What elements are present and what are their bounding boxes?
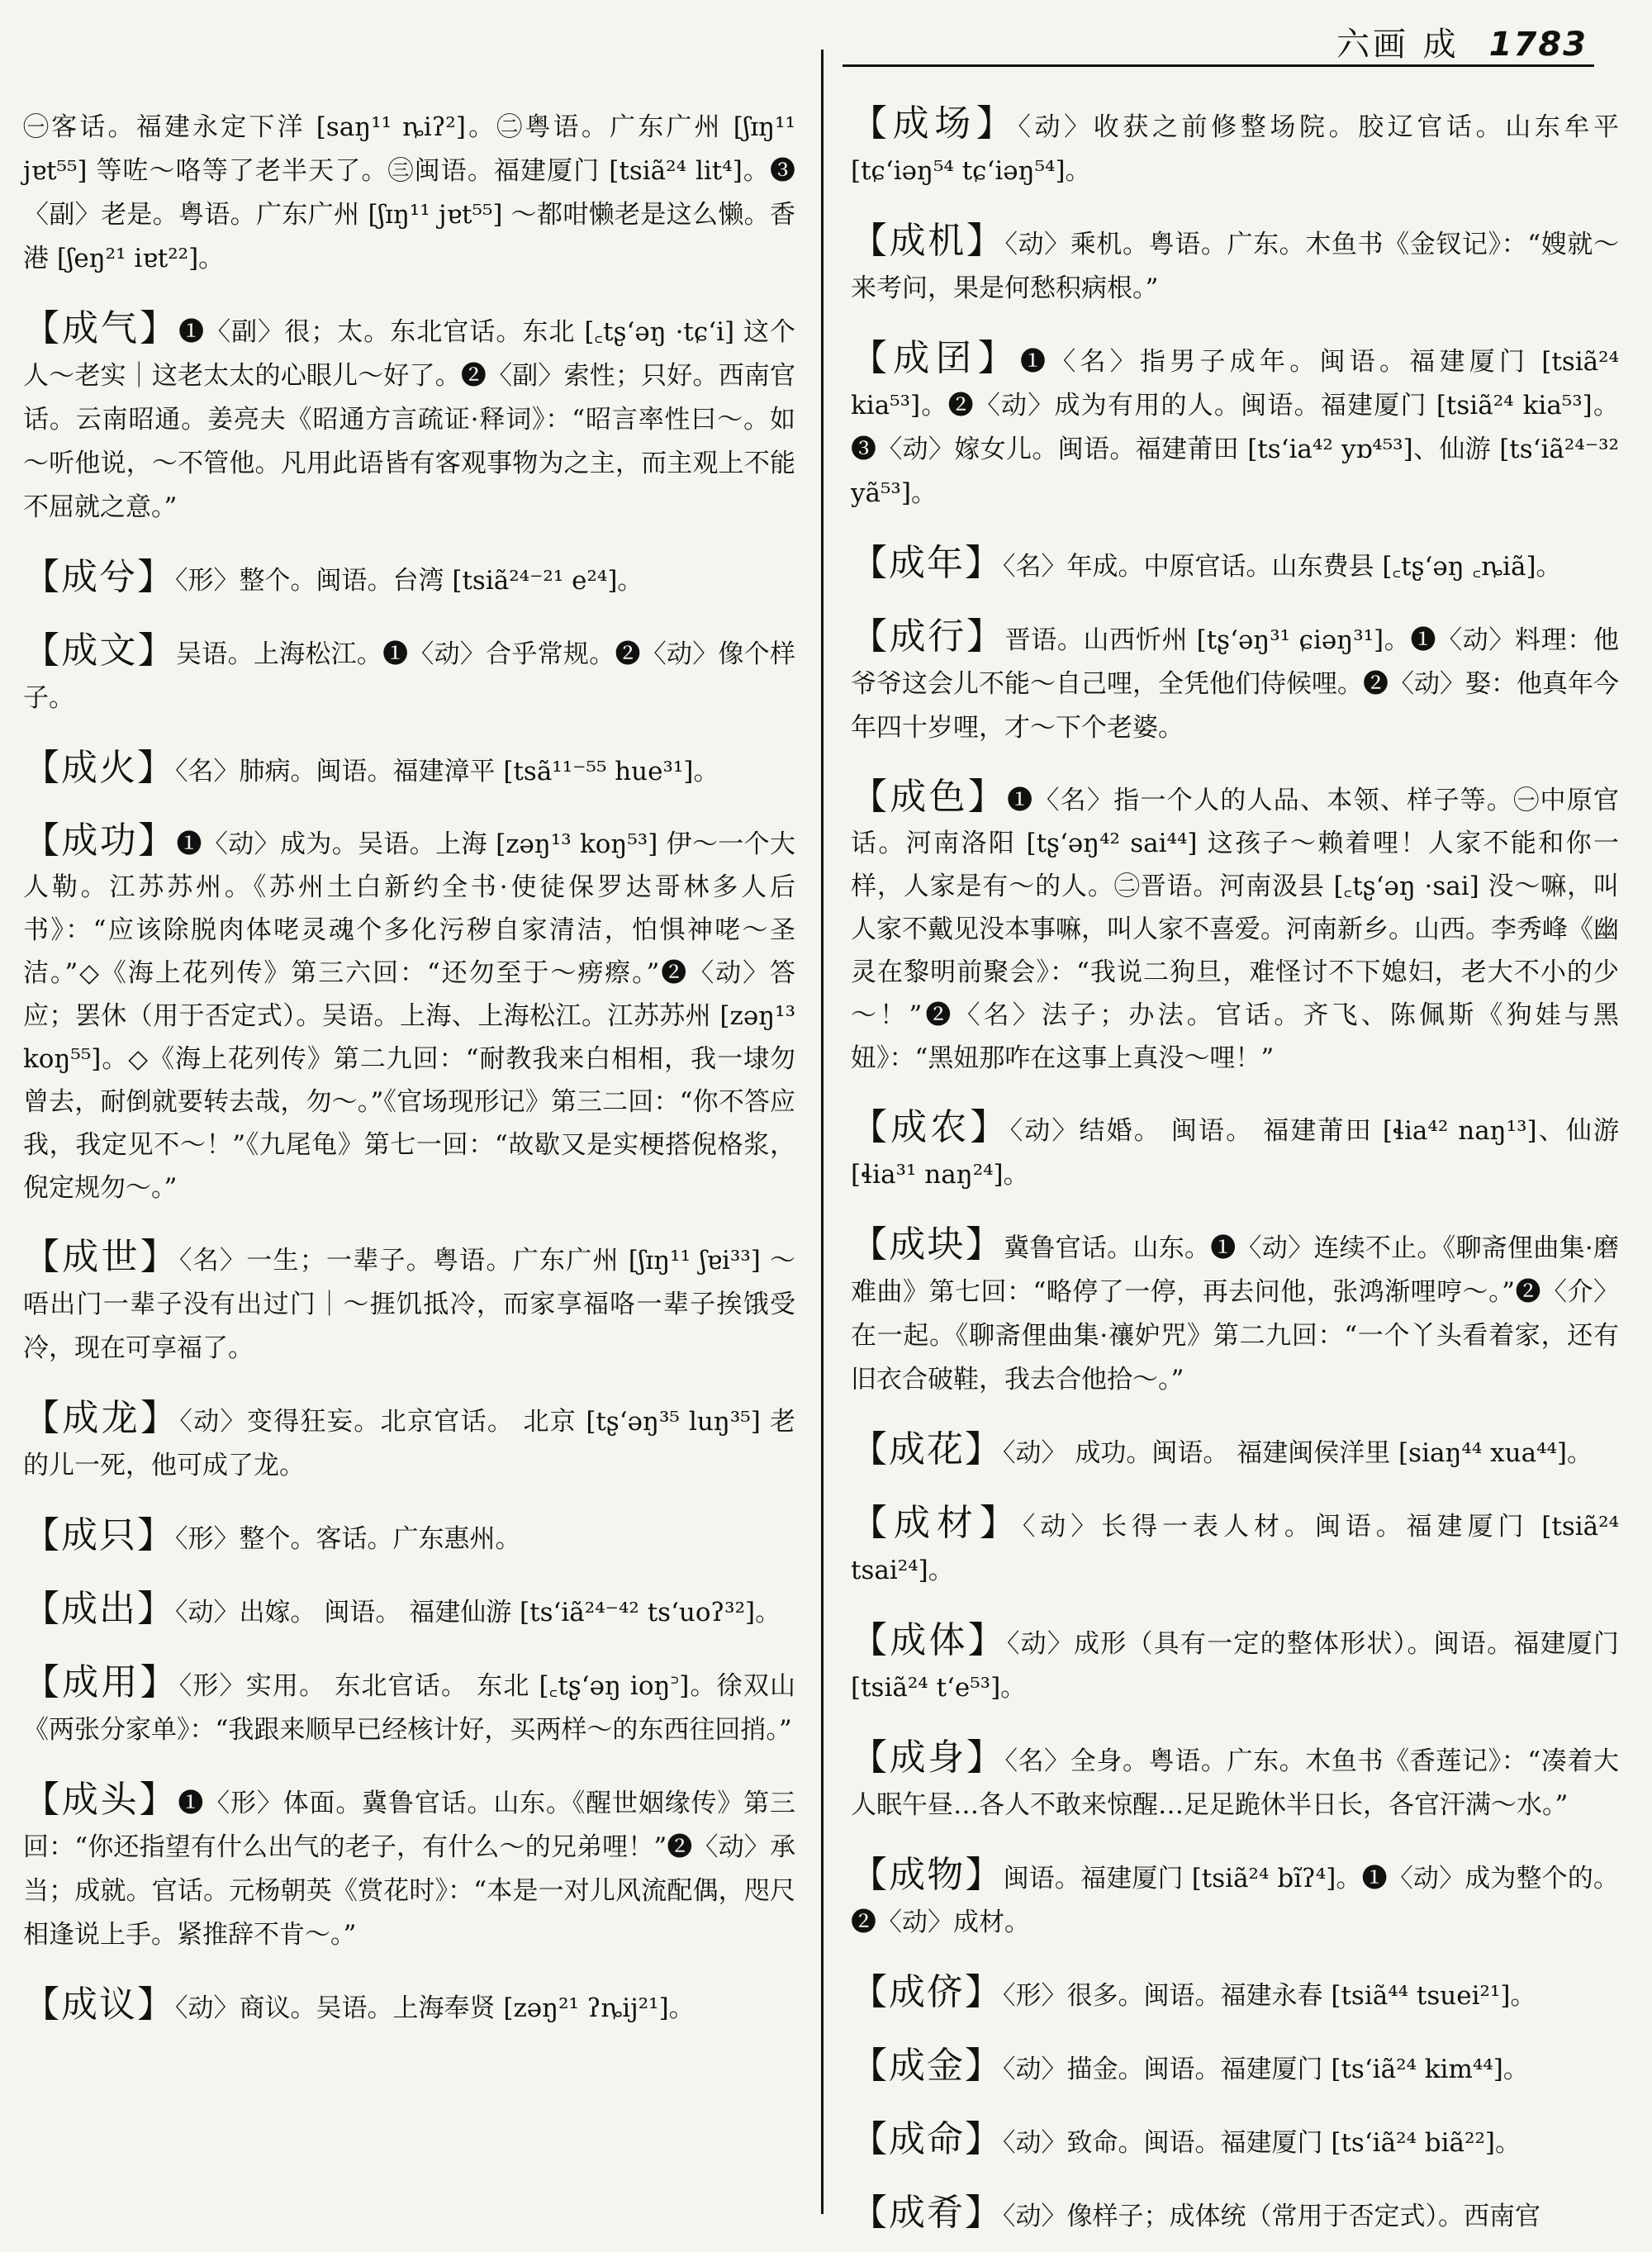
entry-headword: 【成气】 bbox=[23, 307, 179, 349]
dictionary-entry bbox=[851, 2191, 1619, 2239]
entry-headword: 【成花】 bbox=[851, 1428, 1003, 1470]
dictionary-entry bbox=[851, 1501, 1619, 1593]
entry-text: ❶〈名〉指男子成年。闽语。福建厦门 [tsiã²⁴ kia⁵³]。❷〈动〉成为有用的人。闽语。福建厦门 [tsiã²⁴ kia⁵³]。❸〈动〉嫁女儿。闽语。福建莆田 [tsʻia⁴² yɒ⁴⁵³]、仙游 [tsʻiã²⁴⁻³² yã⁵³]。 bbox=[851, 347, 1619, 508]
dictionary-entry bbox=[23, 746, 795, 794]
entry-text: 〈动〉商议。吴语。上海奉贤 [zəŋ²¹ ʔȵij²¹]。 bbox=[175, 1993, 695, 2023]
entry-text: 〈动〉结婚。 闽语。 福建莆田 [ɬia⁴² naŋ¹³]、仙游 [ɬia³¹ naŋ²⁴]。 bbox=[851, 1116, 1620, 1190]
dictionary-entry bbox=[851, 1428, 1619, 1475]
column-divider bbox=[821, 50, 824, 2214]
right-column bbox=[851, 76, 1619, 2252]
dictionary-entry bbox=[851, 541, 1619, 589]
entry-text: 闽语。福建厦门 [tsiã²⁴ bĩʔ⁴]。❶〈动〉成为整个的。❷〈动〉成材。 bbox=[851, 1864, 1620, 1937]
entry-headword: 【成囝】 bbox=[851, 337, 1020, 379]
dictionary-entry bbox=[23, 1587, 795, 1635]
entry-headword: 【成世】 bbox=[23, 1236, 179, 1278]
dictionary-entry bbox=[851, 1970, 1619, 2018]
entry-text: 〈动〉像样子；成体统（常用于否定式）。西南官 bbox=[1003, 2202, 1540, 2231]
entry-text: 吴语。上海松江。❶〈动〉合乎常规。❷〈动〉像个样子。 bbox=[23, 639, 796, 713]
entry-headword: 【成物】 bbox=[851, 1854, 1004, 1896]
entry-headword: 【成金】 bbox=[851, 2045, 1003, 2087]
entry-headword: 【成只】 bbox=[23, 1514, 175, 1556]
entry-headword: 【成身】 bbox=[851, 1737, 1005, 1779]
entry-text: 〈动〉长得一表人材。闽语。福建厦门 [tsiã²⁴ tsai²⁴]。 bbox=[851, 1512, 1619, 1585]
entry-headword: 【成文】 bbox=[23, 630, 177, 672]
entry-headword: 【成行】 bbox=[851, 615, 1005, 658]
dictionary-entry bbox=[23, 1513, 795, 1561]
entry-headword: 【成功】 bbox=[23, 820, 177, 862]
dictionary-entry bbox=[851, 776, 1619, 1080]
entry-text: 〈形〉实用。 东北官话。 东北 [꜀tʂʻəŋ ioŋ꜄]。徐双山《两张分家单》：“我跟来顺早已经核计好，买两样～的东西往回捎。” bbox=[23, 1671, 795, 1745]
entry-headword: 【成出】 bbox=[23, 1588, 175, 1630]
dictionary-entry bbox=[851, 219, 1619, 311]
entry-text: 〈动〉变得狂妄。北京官话。 北京 [tʂʻəŋ³⁵ luŋ³⁵] 老的儿一死，他可成了龙。 bbox=[23, 1407, 795, 1480]
dictionary-entry bbox=[851, 1736, 1619, 1827]
entry-text: ❶〈形〉体面。冀鲁官话。山东。《醒世姻缘传》第三回：“你还指望有什么出气的老子，有什么～的兄弟哩！”❷〈动〉承当；成就。官话。元杨朝英《赏花时》：“本是一对儿风流配偶，咫尺相逢说上手。紧推辞不肯～。” bbox=[23, 1789, 796, 1950]
entry-text: 〈名〉全身。粤语。广东。木鱼书《香莲记》：“凑着大人眠午昼…各人不敢来惊醒…足足跪休半日长，各官汗满～水。” bbox=[851, 1746, 1619, 1820]
dictionary-entry bbox=[851, 615, 1619, 750]
entry-text: 〈形〉整个。闽语。台湾 [tsiã²⁴⁻²¹ e²⁴]。 bbox=[175, 566, 643, 596]
entry-text: 〈动〉成形（具有一定的整体形状）。闽语。福建厦门 [tsiã²⁴ tʻe⁵³]。 bbox=[851, 1629, 1619, 1703]
entry-headword: 【成头】 bbox=[23, 1779, 178, 1821]
entry-text: 〈动〉出嫁。 闽语。 福建仙游 [tsʻiã²⁴⁻⁴² tsʻuoʔ³²]。 bbox=[175, 1598, 781, 1627]
entry-text: 〈动〉致命。闽语。福建厦门 [tsʻiã²⁴ biã²²]。 bbox=[1003, 2128, 1521, 2158]
entry-headword: 【成农】 bbox=[851, 1106, 1010, 1148]
entry-headword: 【成火】 bbox=[23, 747, 175, 789]
entry-headword: 【成块】 bbox=[851, 1223, 1004, 1266]
dictionary-entry bbox=[23, 555, 795, 603]
page-header bbox=[1336, 18, 1588, 65]
dictionary-entry bbox=[23, 1396, 795, 1488]
entry-text: 冀鲁官话。山东。❶〈动〉连续不止。《聊斋俚曲集·磨难曲》第七回：“略停了一停，再去问他，张鸿渐哩哼～。”❷〈介〉在一起。《聊斋俚曲集·禳妒咒》第二九回：“一个丫头看着家，还有旧衣合破鞋，我去合他拾～。” bbox=[851, 1233, 1619, 1394]
entry-headword: 【成体】 bbox=[851, 1619, 1007, 1661]
entry-text: 〈动〉 成功。闽语。 福建闽侯洋里 [siaŋ⁴⁴ xua⁴⁴]。 bbox=[1003, 1438, 1593, 1468]
page-number: 1783 bbox=[1488, 26, 1588, 64]
dictionary-entry bbox=[23, 102, 795, 281]
entry-text: ❶〈动〉成为。吴语。上海 [zəŋ¹³ koŋ⁵³] 伊～一个大人勒。江苏苏州。《苏州土白新约全书·使徒保罗达哥林多人后书》：“应该除脱肉体咾灵魂个多化污秽自家清洁，怕惧神咾～圣洁。”◇《海上花列传》第三六回：“还勿至于～痨瘵。”❷〈动〉答应；罢休（用于否定式）。吴语。上海、上海松江。江苏苏州 [zəŋ¹³ koŋ⁵⁵]。◇《海上花列传》第二九回：“耐教我来白相相，我一埭勿曾去，耐倒就要转去哉，勿～。”《官场现形记》第三二回：“你不答应我，我定见不～！”《九尾龟》第七一回：“故歇又是实梗搭倪格浆，倪定规勿～。” bbox=[23, 829, 796, 1203]
entry-text: 〈名〉年成。中原官话。山东费县 [꜀tʂʻəŋ ꜀ȵiã]。 bbox=[1003, 552, 1562, 582]
dictionary-entry bbox=[851, 2044, 1619, 2092]
entry-text: 〈形〉整个。客话。广东惠州。 bbox=[175, 1524, 521, 1554]
entry-headword: 【成肴】 bbox=[851, 2192, 1003, 2234]
dictionary-entry bbox=[23, 1778, 795, 1957]
dictionary-entry bbox=[851, 1853, 1619, 1945]
left-column bbox=[23, 76, 795, 2044]
section-title: 六画 成 bbox=[1336, 26, 1460, 64]
entry-headword: 【成材】 bbox=[851, 1502, 1023, 1544]
entry-headword: 【成龙】 bbox=[23, 1397, 180, 1439]
dictionary-entry bbox=[23, 1660, 795, 1752]
entry-text: 〈名〉一生；一辈子。粤语。广东广州 [ʃɪŋ¹¹ ʃɐi³³] ～唔出门一辈子没有出过门｜～捱饥抵冷，而家享福咯一辈子挨饿受冷，现在可享福了。 bbox=[23, 1246, 796, 1363]
entry-text: 晋语。山西忻州 [tʂʻəŋ³¹ ɕiəŋ³¹]。❶〈动〉料理：他爷爷这会儿不能～自己哩，全凭他们侍候哩。❷〈动〉娶：他真年今年四十岁哩，才～下个老婆。 bbox=[851, 625, 1619, 743]
entry-text: ❶〈名〉指一个人的人品、本领、样子等。㊀中原官话。河南洛阳 [tʂʻəŋ⁴² sai⁴⁴] 这孩子～赖着哩！人家不能和你一样，人家是有～的人。㊁晋语。河南汲县 [꜀tʂʻəŋ ·sai] 没～嘛，叫人家不戴见没本事嘛，叫人家不喜爱。河南新乡。山西。李秀峰《幽灵在黎明前聚会》：“我说二狗旦，难怪讨不下媳妇，老大不小的少～！”❷〈名〉法子；办法。官话。齐飞、陈佩斯《狗娃与黑妞》：“黑妞那咋在这事上真没～哩！” bbox=[851, 786, 1619, 1073]
entry-headword: 【成机】 bbox=[851, 220, 1005, 262]
entry-headword: 【成命】 bbox=[851, 2118, 1003, 2160]
entry-text: 〈动〉描金。闽语。福建厦门 [tsʻiã²⁴ kim⁴⁴]。 bbox=[1003, 2055, 1529, 2084]
dictionary-entry bbox=[851, 2117, 1619, 2165]
dictionary-entry bbox=[851, 336, 1619, 515]
entry-headword: 【成议】 bbox=[23, 1984, 175, 2026]
entry-text: 〈形〉很多。闽语。福建永春 [tsiã⁴⁴ tsuei²¹]。 bbox=[1003, 1981, 1536, 2011]
dictionary-entry bbox=[23, 1235, 795, 1371]
entry-text: ❶〈副〉很；太。东北官话。东北 [꜀tʂʻəŋ ·tɕʻi] 这个人～老实｜这老太太的心眼儿～好了。❷〈副〉索性；只好。西南官话。云南昭通。姜亮夫《昭通方言疏证·释词》：“昭言率性曰～。如～听他说，～不管他。凡用此语皆有客观事物为之主，而主观上不能不屈就之意。” bbox=[23, 317, 796, 522]
entry-text: 〈动〉收获之前修整场院。胶辽官话。山东牟平 [tɕʻiəŋ⁵⁴ tɕʻiəŋ⁵⁴]。 bbox=[851, 112, 1620, 186]
entry-headword: 【成用】 bbox=[23, 1661, 179, 1703]
entry-headword: 【成色】 bbox=[851, 776, 1008, 818]
header-rule bbox=[843, 64, 1594, 67]
entry-text: 〈动〉乘机。粤语。广东。木鱼书《金钗记》：“嫂就～来考问，果是何愁积病根。” bbox=[851, 230, 1619, 303]
entry-headword: 【成年】 bbox=[851, 542, 1003, 584]
dictionary-entry bbox=[23, 820, 795, 1209]
dictionary-entry bbox=[23, 1983, 795, 2031]
entry-text: ㊀客话。福建永定下洋 [saŋ¹¹ ȵiʔ²]。㊁粤语。广东广州 [ʃɪŋ¹¹ jɐt⁵⁵] 等咗～咯等了老半天了。㊂闽语。福建厦门 [tsiã²⁴ lit⁴]。❸〈副〉老是。粤语。广东广州 [ʃɪŋ¹¹ jɐt⁵⁵] ～都咁懒老是这么懒。香港 [ʃeŋ²¹ iɐt²²]。 bbox=[23, 112, 795, 273]
entry-headword: 【成侪】 bbox=[851, 1971, 1003, 2013]
entry-text: 〈名〉肺病。闽语。福建漳平 [tsã¹¹⁻⁵⁵ hue³¹]。 bbox=[175, 757, 719, 786]
dictionary-entry bbox=[851, 1105, 1619, 1197]
dictionary-entry bbox=[23, 629, 795, 720]
dictionary-entry bbox=[851, 102, 1619, 193]
dictionary-entry bbox=[23, 306, 795, 530]
dictionary-entry bbox=[851, 1223, 1619, 1402]
entry-headword: 【成兮】 bbox=[23, 556, 175, 598]
dictionary-entry bbox=[851, 1618, 1619, 1710]
entry-headword: 【成场】 bbox=[851, 102, 1018, 145]
